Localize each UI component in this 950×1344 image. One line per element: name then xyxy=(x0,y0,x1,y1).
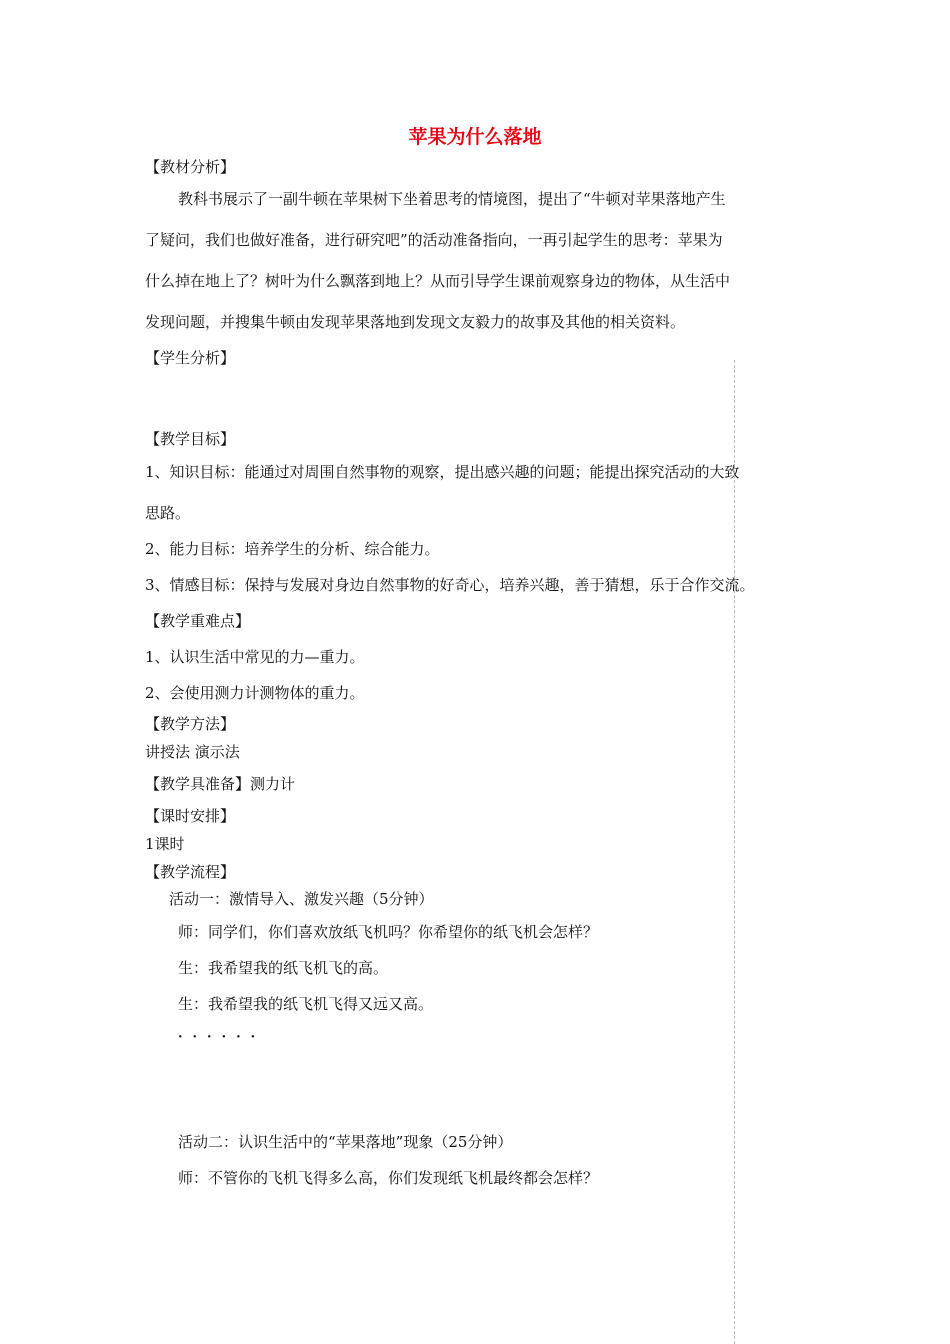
ellipsis: ······ xyxy=(178,1030,266,1045)
section-head-schedule: 【课时安排】 xyxy=(145,807,236,825)
activity-title: 活动二：认识生活中的“苹果落地”现象（25分钟） xyxy=(178,1133,513,1151)
dialogue-line: 师：同学们，你们喜欢放纸飞机吗？你希望你的纸飞机会怎样？ xyxy=(178,923,599,941)
schedule-text: 1课时 xyxy=(145,835,185,853)
goal-line: 思路。 xyxy=(145,504,191,522)
activity-title: 活动一：激情导入、激发兴趣（5分钟） xyxy=(169,890,434,908)
section-head-flow: 【教学流程】 xyxy=(145,863,236,881)
section-head-method: 【教学方法】 xyxy=(145,715,236,733)
margin-guide-line xyxy=(734,360,735,1344)
prep-line: 【教学具准备】测力计 xyxy=(145,775,296,793)
key-line: 2、会使用测力计测物体的重力。 xyxy=(145,684,365,702)
dialogue-line: 师：不管你的飞机飞得多么高，你们发现纸飞机最终都会怎样？ xyxy=(178,1169,599,1187)
key-line: 1、认识生活中常见的力—重力。 xyxy=(145,648,365,666)
paragraph-line: 发现问题，并搜集牛顿由发现苹果落地到发现文友毅力的故事及其他的相关资料。 xyxy=(145,313,686,331)
dialogue-line: 生：我希望我的纸飞机飞的高。 xyxy=(178,959,389,977)
method-text: 讲授法 演示法 xyxy=(145,743,240,761)
section-head-student: 【学生分析】 xyxy=(145,349,236,367)
paragraph-line: 教科书展示了一副牛顿在苹果树下坐着思考的情境图，提出了“牛顿对苹果落地产生 xyxy=(178,190,726,208)
section-head-analysis: 【教材分析】 xyxy=(145,158,236,176)
section-head-key: 【教学重难点】 xyxy=(145,612,251,630)
paragraph-line: 了疑问，我们也做好准备，进行研究吧”的活动准备指向，一再引起学生的思考：苹果为 xyxy=(145,231,723,249)
goal-line: 2、能力目标：培养学生的分析、综合能力。 xyxy=(145,540,440,558)
page-title: 苹果为什么落地 xyxy=(408,126,542,148)
dialogue-line: 生：我希望我的纸飞机飞得又远又高。 xyxy=(178,995,434,1013)
section-head-goals: 【教学目标】 xyxy=(145,430,236,448)
goal-line: 1、知识目标：能通过对周围自然事物的观察，提出感兴趣的问题；能提出探究活动的大致 xyxy=(145,463,740,481)
goal-line: 3、情感目标：保持与发展对身边自然事物的好奇心，培养兴趣，善于猜想，乐于合作交流。 xyxy=(145,576,755,594)
paragraph-line: 什么掉在地上了？树叶为什么飘落到地上？从而引导学生课前观察身边的物体，从生活中 xyxy=(145,272,731,290)
